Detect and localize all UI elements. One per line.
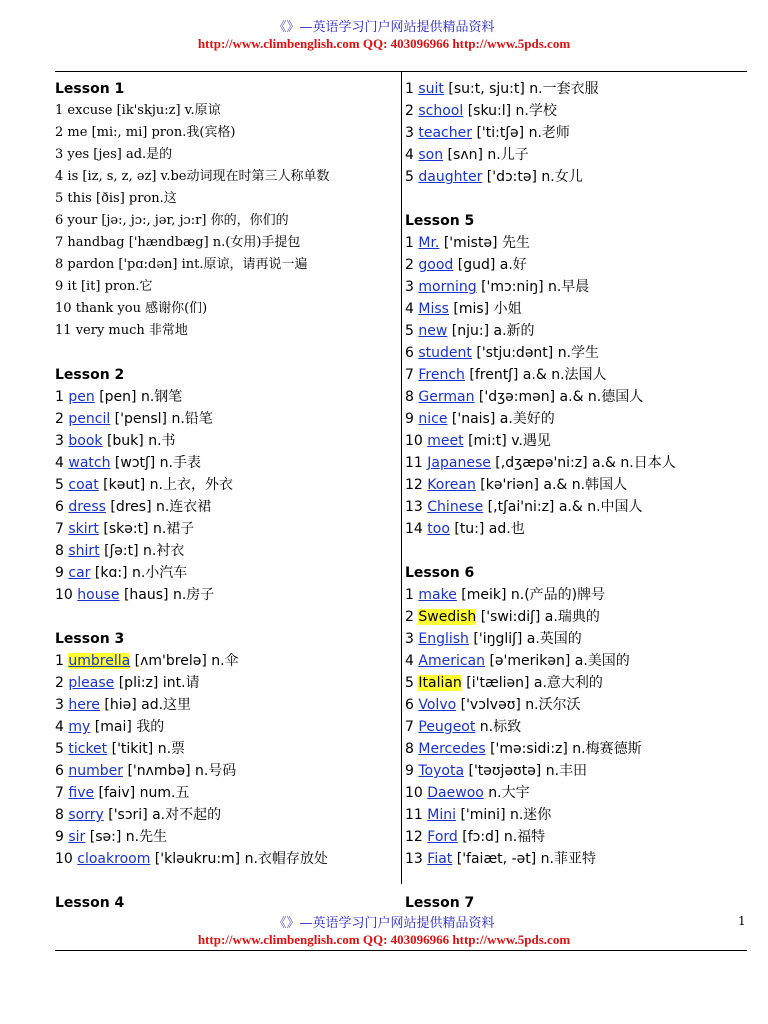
entry-number: 5 <box>405 675 414 691</box>
vocab-entry <box>405 782 745 804</box>
entry-definition: ['mistə] 先生 <box>439 235 530 251</box>
entry-number: 1 <box>405 235 414 251</box>
vocab-word-link[interactable]: meet <box>427 433 464 449</box>
entry-definition: [su:t, sju:t] n.一套衣服 <box>443 81 599 97</box>
entry-definition: [pli:z] int.请 <box>114 675 200 691</box>
vocab-entry <box>405 474 745 496</box>
vocab-entry <box>405 100 745 122</box>
spacer <box>55 606 395 628</box>
vocab-entry <box>405 408 745 430</box>
entry-number: 4 <box>55 455 64 471</box>
vocab-entry <box>405 78 745 100</box>
vocab-entry <box>405 826 745 848</box>
page-header <box>0 20 768 52</box>
entry-definition: [ðis] pron.这 <box>91 191 177 206</box>
vocab-entry <box>55 430 395 452</box>
right-column <box>405 78 745 914</box>
entry-definition: ['təʊjəʊtə] n.丰田 <box>464 763 588 779</box>
entry-definition: ['dʒə:mən] a.& n.德国人 <box>474 389 644 405</box>
entry-number: 10 <box>55 587 73 603</box>
entry-definition: [haus] n.房子 <box>119 587 215 603</box>
footer-links: http://www.climbenglish.com QQ: 403096966 http://www.5pds.com <box>197 932 571 947</box>
entry-number: 2 <box>55 675 64 691</box>
entry-number: 1 <box>55 653 64 669</box>
vocab-word-link[interactable]: Toyota <box>418 763 465 779</box>
entry-definition: [gud] a.好 <box>453 257 527 273</box>
vocab-word: excuse <box>67 103 113 118</box>
vocab-word-link[interactable]: Mercedes <box>418 741 486 757</box>
vocab-entry <box>55 452 395 474</box>
entry-number: 1 <box>405 587 414 603</box>
vocab-entry <box>405 452 745 474</box>
vocab-entry <box>405 232 745 254</box>
vocab-word-link[interactable]: number <box>68 763 124 779</box>
vocab-entry <box>405 430 745 452</box>
vocab-word: handbag <box>67 235 125 250</box>
vocab-word: pardon <box>67 257 115 272</box>
entry-number: 7 <box>405 367 414 383</box>
vocab-word-link[interactable]: Daewoo <box>427 785 484 801</box>
vocab-word-link[interactable]: English <box>418 631 469 647</box>
vocab-word-link[interactable]: shirt <box>68 543 100 559</box>
vocab-entry <box>405 848 745 870</box>
entry-definition: ['nais] a.美好的 <box>447 411 555 427</box>
entry-number: 6 <box>55 213 64 228</box>
vocab-word-link[interactable]: five <box>68 785 95 801</box>
vocab-word: is <box>67 169 79 184</box>
vocab-entry <box>55 408 395 430</box>
vocab-entry <box>55 760 395 782</box>
vocab-entry <box>405 694 745 716</box>
vocab-word-link[interactable]: suit <box>418 81 444 97</box>
vocab-word: Swedish <box>418 609 477 625</box>
vocab-word-link[interactable]: sorry <box>68 807 104 823</box>
vocab-entry <box>55 254 395 276</box>
entry-number: 2 <box>405 609 414 625</box>
vocab-entry <box>405 320 745 342</box>
entry-definition: [ʌm'brelə] n.伞 <box>130 653 239 669</box>
vocab-entry <box>405 276 745 298</box>
entry-definition: 非常地 <box>144 323 188 338</box>
lesson-heading: Lesson 4 <box>55 895 125 911</box>
entry-number: 3 <box>55 147 64 162</box>
entry-definition: [jes] ad.是的 <box>89 147 173 162</box>
vocab-word-link[interactable]: cloakroom <box>77 851 151 867</box>
spacer <box>405 870 745 892</box>
entry-number: 10 <box>55 851 73 867</box>
vocab-word-link[interactable]: Ford <box>427 829 458 845</box>
column-divider <box>401 72 402 884</box>
vocab-entry <box>55 694 395 716</box>
vocab-entry <box>405 716 745 738</box>
entry-definition: ['iŋgliʃ] a.英国的 <box>468 631 582 647</box>
entry-number: 2 <box>405 103 414 119</box>
vocab-word-link[interactable]: house <box>77 587 120 603</box>
spacer <box>405 188 745 210</box>
entry-definition: ['nʌmbə] n.号码 <box>123 763 237 779</box>
entry-definition: [mis] 小姐 <box>448 301 522 317</box>
vocab-word-link[interactable]: new <box>418 323 448 339</box>
entry-definition: ['swi:diʃ] a.瑞典的 <box>476 609 600 625</box>
entry-number: 5 <box>55 191 64 206</box>
entry-number: 7 <box>55 235 64 250</box>
entry-number: 5 <box>405 323 414 339</box>
vocab-word-link[interactable]: my <box>68 719 91 735</box>
entry-number: 3 <box>405 279 414 295</box>
entry-definition: [skə:t] n.裙子 <box>98 521 195 537</box>
entry-number: 7 <box>405 719 414 735</box>
vocab-entry <box>405 584 745 606</box>
entry-number: 3 <box>405 125 414 141</box>
entry-number: 10 <box>405 785 423 801</box>
vocab-entry <box>405 496 745 518</box>
vocab-word: it <box>67 279 77 294</box>
vocab-word-link[interactable]: teacher <box>418 125 472 141</box>
entry-number: 3 <box>55 433 64 449</box>
vocab-word: me <box>67 125 88 140</box>
entry-definition: [ik'skju:z] v.原谅 <box>112 103 221 118</box>
entry-definition: 感谢你(们) <box>140 301 208 316</box>
vocab-entry <box>405 254 745 276</box>
vocab-entry <box>55 826 395 848</box>
entry-number: 9 <box>55 279 64 294</box>
entry-number: 3 <box>405 631 414 647</box>
entry-number: 2 <box>55 411 64 427</box>
vocab-word-link[interactable]: pencil <box>68 411 111 427</box>
vocab-entry <box>55 474 395 496</box>
vocab-word-link[interactable]: student <box>418 345 472 361</box>
vocab-entry <box>405 672 745 694</box>
entry-definition: [,tʃai'ni:z] a.& n.中国人 <box>483 499 643 515</box>
entry-number: 12 <box>405 477 423 493</box>
entry-definition: [i'tæliən] a.意大利的 <box>461 675 603 691</box>
entry-number: 14 <box>405 521 423 537</box>
vocab-word-link[interactable]: Mr. <box>418 235 440 251</box>
lesson-heading: Lesson 5 <box>405 213 475 229</box>
vocab-entry <box>55 100 395 122</box>
entry-number: 11 <box>55 323 72 338</box>
entry-number: 2 <box>55 125 64 140</box>
entry-definition: n.大宇 <box>483 785 530 801</box>
vocab-entry <box>405 298 745 320</box>
entry-number: 1 <box>55 103 64 118</box>
entry-definition: [kə'riən] a.& n.韩国人 <box>475 477 628 493</box>
entry-definition: [frentʃ] a.& n.法国人 <box>464 367 607 383</box>
vocab-word-link[interactable]: car <box>68 565 91 581</box>
vocab-entry <box>405 342 745 364</box>
entry-number: 8 <box>55 257 64 272</box>
vocab-entry <box>405 122 745 144</box>
entry-definition: [ʃə:t] n.衬衣 <box>99 543 185 559</box>
lesson-heading: Lesson 7 <box>405 895 475 911</box>
vocab-word-link[interactable]: skirt <box>68 521 99 537</box>
vocab-entry <box>55 122 395 144</box>
vocab-entry <box>405 738 745 760</box>
entry-definition: ['sɔri] a.对不起的 <box>103 807 222 823</box>
entry-definition: ['pensl] n.铅笔 <box>110 411 213 427</box>
entry-number: 6 <box>55 499 64 515</box>
entry-definition: [mai] 我的 <box>90 719 165 735</box>
entry-number: 9 <box>405 763 414 779</box>
entry-definition: [wɔtʃ] n.手表 <box>110 455 201 471</box>
entry-number: 2 <box>405 257 414 273</box>
vocab-entry <box>55 650 395 672</box>
page-footer <box>0 916 768 948</box>
vocab-word-link[interactable]: please <box>68 675 115 691</box>
vocab-entry <box>55 144 395 166</box>
entry-number: 9 <box>55 565 64 581</box>
entry-definition: ['kləukru:m] n.衣帽存放处 <box>150 851 328 867</box>
vocab-entry <box>405 760 745 782</box>
vocab-entry <box>55 716 395 738</box>
header-links: http://www.climbenglish.com QQ: 403096966 http://www.5pds.com <box>197 36 571 51</box>
vocab-word-link[interactable]: Fiat <box>427 851 453 867</box>
vocab-entry <box>55 210 395 232</box>
entry-definition: ['dɔ:tə] n.女儿 <box>482 169 583 185</box>
vocab-word-link[interactable]: watch <box>68 455 111 471</box>
entry-number: 4 <box>405 301 414 317</box>
vocab-word-link[interactable]: book <box>68 433 103 449</box>
entry-definition: [buk] n.书 <box>102 433 176 449</box>
vocab-entry <box>55 276 395 298</box>
vocab-word-link[interactable]: German <box>418 389 475 405</box>
lesson-heading: Lesson 6 <box>405 565 475 581</box>
vocab-entry <box>55 540 395 562</box>
vocab-word: this <box>67 191 92 206</box>
lesson-heading: Lesson 1 <box>55 81 125 97</box>
header-title: 《》—英语学习门户网站提供精品资料 <box>273 20 495 35</box>
page-number: 1 <box>738 914 746 928</box>
entry-number: 4 <box>55 719 64 735</box>
vocab-word-link[interactable]: coat <box>68 477 99 493</box>
spacer <box>55 870 395 892</box>
entry-number: 9 <box>405 411 414 427</box>
vocab-entry <box>405 386 745 408</box>
entry-definition: [sku:l] n.学校 <box>463 103 557 119</box>
vocab-entry <box>405 628 745 650</box>
entry-number: 6 <box>405 697 414 713</box>
vocab-word: your <box>67 213 98 228</box>
entry-definition: ['mini] n.迷你 <box>456 807 552 823</box>
entry-definition: [jə:, jɔ:, jər, jɔ:r] 你的，你们的 <box>97 213 289 228</box>
vocab-entry <box>405 144 745 166</box>
entry-definition: ['faiæt, -ət] n.菲亚特 <box>452 851 596 867</box>
entry-number: 8 <box>55 807 64 823</box>
vocab-word-link[interactable]: son <box>418 147 444 163</box>
vocab-entry <box>55 804 395 826</box>
entry-number: 4 <box>405 147 414 163</box>
entry-definition: [sʌn] n.儿子 <box>443 147 529 163</box>
vocab-word-link[interactable]: make <box>418 587 457 603</box>
vocab-word-link[interactable]: school <box>418 103 464 119</box>
vocab-word-link[interactable]: dress <box>68 499 106 515</box>
vocab-entry <box>405 518 745 540</box>
vocab-word-link[interactable]: sir <box>68 829 86 845</box>
entry-definition: [dres] n.连衣裙 <box>105 499 212 515</box>
vocab-word-link[interactable]: Korean <box>427 477 476 493</box>
entry-definition: [kɑ:] n.小汽车 <box>90 565 188 581</box>
lesson-heading: Lesson 2 <box>55 367 125 383</box>
entry-definition: [nju:] a.新的 <box>447 323 535 339</box>
entry-definition: [fɔ:d] n.福特 <box>457 829 546 845</box>
entry-number: 4 <box>405 653 414 669</box>
entry-number: 6 <box>405 345 414 361</box>
entry-number: 5 <box>55 741 64 757</box>
vocab-word-link[interactable]: daughter <box>418 169 483 185</box>
vocab-entry <box>405 606 745 628</box>
entry-number: 3 <box>55 697 64 713</box>
vocab-entry <box>55 232 395 254</box>
vocab-word-link[interactable]: French <box>418 367 465 383</box>
vocab-word-link[interactable]: here <box>68 697 100 713</box>
entry-definition: ['mə:sidi:z] n.梅赛德斯 <box>485 741 642 757</box>
entry-definition: ['hændbæg] n.(女用)手提包 <box>124 235 301 250</box>
entry-definition: [tu:] ad.也 <box>449 521 525 537</box>
entry-number: 8 <box>405 389 414 405</box>
entry-number: 5 <box>405 169 414 185</box>
vocab-word: yes <box>67 147 90 162</box>
entry-definition: [pen] n.钢笔 <box>94 389 183 405</box>
entry-number: 8 <box>55 543 64 559</box>
vocab-word-link[interactable]: Chinese <box>427 499 484 515</box>
entry-definition: [hiə] ad.这里 <box>99 697 192 713</box>
entry-definition: [mi:t] v.遇见 <box>463 433 551 449</box>
vocab-word-link[interactable]: Peugeot <box>418 719 476 735</box>
vocab-word-link[interactable]: pen <box>68 389 95 405</box>
entry-number: 5 <box>55 477 64 493</box>
vocab-word-link[interactable]: American <box>418 653 485 669</box>
entry-definition: [kəut] n.上衣，外衣 <box>98 477 233 493</box>
entry-definition: ['mɔ:niŋ] n.早晨 <box>476 279 590 295</box>
entry-number: 6 <box>55 763 64 779</box>
spacer <box>55 342 395 364</box>
vocab-word-link[interactable]: Miss <box>418 301 449 317</box>
vocab-entry <box>55 320 395 342</box>
entry-number: 13 <box>405 851 423 867</box>
entry-definition: n.标致 <box>475 719 522 735</box>
vocab-entry <box>405 364 745 386</box>
entry-definition: ['vɔlvəʊ] n.沃尔沃 <box>456 697 581 713</box>
vocab-word: Italian <box>418 675 462 691</box>
vocab-word-link[interactable]: Japanese <box>427 455 491 471</box>
footer-title: 《》—英语学习门户网站提供精品资料 <box>273 916 495 931</box>
spacer <box>405 540 745 562</box>
entry-definition: [meik] n.(产品的)牌号 <box>456 587 606 603</box>
entry-definition: [it] pron.它 <box>76 279 153 294</box>
entry-definition: ['pɑ:dən] int.原谅，请再说一遍 <box>114 257 308 272</box>
vocab-entry <box>55 562 395 584</box>
vocab-word-link[interactable]: too <box>427 521 450 537</box>
entry-definition: [sə:] n.先生 <box>85 829 168 845</box>
entry-definition: ['ti:tʃə] n.老师 <box>472 125 570 141</box>
vocab-word-link[interactable]: good <box>418 257 454 273</box>
vocab-entry <box>55 584 395 606</box>
vocab-entry <box>55 672 395 694</box>
vocab-entry <box>55 848 395 870</box>
vocab-word-link[interactable]: nice <box>418 411 448 427</box>
vocab-entry <box>405 650 745 672</box>
entry-number: 13 <box>405 499 423 515</box>
entry-number: 11 <box>405 455 423 471</box>
vocab-entry <box>55 386 395 408</box>
vocab-entry <box>55 738 395 760</box>
entry-definition: [iz, s, z, əz] v.be动词现在时第三人称单数 <box>78 169 330 184</box>
vocab-entry <box>55 782 395 804</box>
vocab-word: very much <box>75 323 145 338</box>
entry-definition: ['stju:dənt] n.学生 <box>471 345 600 361</box>
entry-number: 8 <box>405 741 414 757</box>
entry-number: 12 <box>405 829 423 845</box>
vocab-entry <box>55 298 395 320</box>
entry-number: 9 <box>55 829 64 845</box>
entry-number: 4 <box>55 169 64 184</box>
vocab-word-link[interactable]: Volvo <box>418 697 457 713</box>
vocab-word: thank you <box>75 301 141 316</box>
vocab-entry <box>55 188 395 210</box>
vocab-word-link[interactable]: ticket <box>68 741 108 757</box>
footer-divider <box>55 950 747 951</box>
vocab-entry <box>405 166 745 188</box>
entry-number: 7 <box>55 521 64 537</box>
vocab-entry <box>55 518 395 540</box>
vocab-word-link[interactable]: morning <box>418 279 477 295</box>
entry-definition: [,dʒæpə'ni:z] a.& n.日本人 <box>490 455 676 471</box>
entry-number: 10 <box>55 301 72 316</box>
vocab-entry <box>55 496 395 518</box>
entry-number: 10 <box>405 433 423 449</box>
entry-definition: ['tikit] n.票 <box>107 741 186 757</box>
vocab-entry <box>405 804 745 826</box>
left-column <box>55 78 395 914</box>
vocab-entry <box>55 166 395 188</box>
entry-definition: [faiv] num.五 <box>94 785 190 801</box>
entry-number: 7 <box>55 785 64 801</box>
entry-definition: [mi:, mi] pron.我(宾格) <box>87 125 236 140</box>
vocab-word-link[interactable]: umbrella <box>68 653 131 669</box>
lesson-heading: Lesson 3 <box>55 631 125 647</box>
entry-number: 1 <box>405 81 414 97</box>
entry-definition: [ə'merikən] a.美国的 <box>485 653 630 669</box>
entry-number: 1 <box>55 389 64 405</box>
vocab-word-link[interactable]: Mini <box>427 807 457 823</box>
entry-number: 11 <box>405 807 423 823</box>
